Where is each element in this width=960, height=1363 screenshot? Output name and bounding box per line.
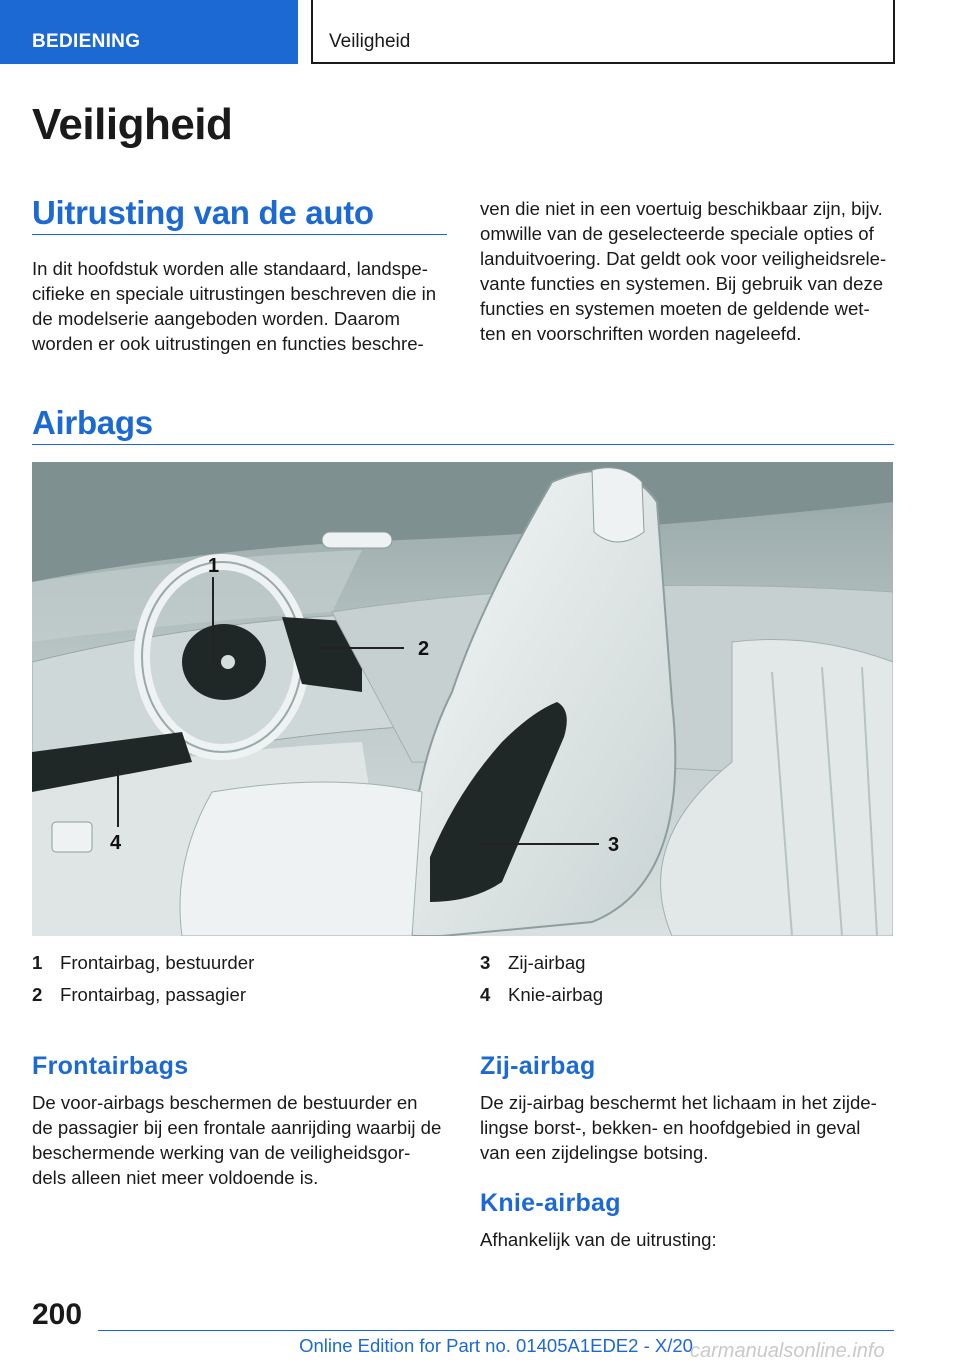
heading-rule (32, 444, 894, 445)
chapter-tab[interactable]: BEDIENING (0, 0, 298, 64)
airbag-illustration (32, 462, 893, 936)
equipment-paragraph-col2: ven die niet in een voertuig beschikbaar zijn, bijv. omwille van de geselecteerde speciale opties of landuitvoering. Dat geldt ook voor veiligheidsrele- vante functies en systemen. Bij gebruik van deze functies en systemen moeten de geldende wet- ten en voorschriften worden nageleefd. (480, 198, 887, 344)
heading-rule (32, 234, 447, 235)
heading-knieairbag: Knie-airbag (480, 1189, 621, 1217)
page-number: 200 (32, 1298, 83, 1331)
watermark: carmanualsonline.info (690, 1340, 885, 1362)
heading-zijairbag: Zij-airbag (480, 1052, 596, 1080)
frontairbags-paragraph: De voor-airbags beschermen de bestuurder en de passagier bij een frontale aanrijding waarbij de beschermende werking van de veiligheidsgor- dels alleen niet meer voldoende is. (32, 1092, 442, 1188)
footer-rule (98, 1330, 894, 1331)
callout-1: 1 (208, 555, 220, 577)
heading-uitrusting: Uitrusting van de auto (32, 194, 374, 231)
heading-frontairbags: Frontairbags (32, 1052, 189, 1080)
callout-2: 2 (418, 638, 430, 660)
section-title: Veiligheid (311, 0, 895, 64)
zijairbag-paragraph: De zij-airbag beschermt het lichaam in het zijde- lingse borst-, bekken- en hoofdgebied in geval van een zijdelingse botsing. (480, 1092, 877, 1163)
page-title: Veiligheid (32, 100, 233, 149)
car-interior-drawing (32, 462, 893, 936)
callout-3: 3 (608, 834, 620, 856)
knieairbag-paragraph: Afhankelijk van de uitrusting: (480, 1229, 717, 1250)
edition-footer: Online Edition for Part no. 01405A1EDE2 - X/20 (299, 1335, 693, 1356)
equipment-paragraph-col1: In dit hoofdstuk worden alle standaard, landspe- cifieke en speciale uitrustingen beschreven die in de modelserie aangeboden worden. Daarom worden er ook uitrustingen en functies beschre- (32, 258, 437, 354)
callout-4: 4 (110, 832, 122, 854)
heading-airbags: Airbags (32, 404, 153, 441)
